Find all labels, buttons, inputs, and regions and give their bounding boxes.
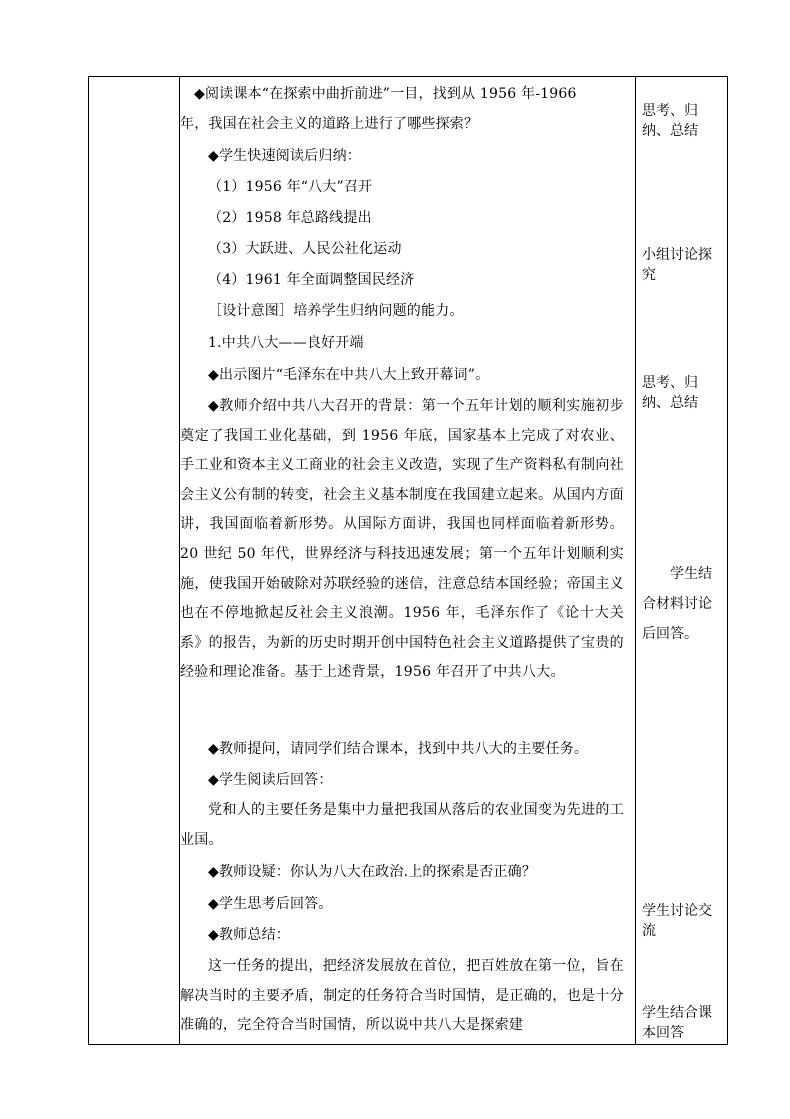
teaching-process-column [180,77,635,1044]
list-item: （1）1956 年“八大”召开 [208,179,373,195]
background-paragraph: ◆教师介绍中共八大召开的背景：第一个五年计划的顺利实施初步奠定了我国工业化基础，到 1956 年底，国家基本上完成了对农业、手工业和资本主义工商业的社会主义改造，实现了生产资料私有制向社会主义公有制的转变，社会主义基本制度在我国建立起来。从国内方面讲，我国面临着新形势。从国际方面讲，我国也同样面临着新形势。20 世纪 50 年代，世界经济与科技迅速发展；第一个五年计划顺利实施，使我国开始破除对苏联经验的迷信，注意总结本国经验；帝国主义也在不停地掀起反社会主义浪潮。1956 年，毛泽东作了《论十大关系》的报告，为新的历史时期开创中国特色社会主义道路提供了宝贵的经验和理论准备。基于上述背景，1956 年召开了中共八大。 [180,398,624,681]
text-line: ◆教师设疑：你认为八大在政治.上的探索是否正确？ [208,864,537,880]
lesson-table [88,76,728,1045]
activity-note: 学生结合课本回答 [642,1005,712,1041]
task-paragraph: 党和人的主要任务是集中力量把我国从落后的农业国变为先进的工业国。 [180,802,624,848]
section-heading: 1.中共八大——良好开端 [208,335,364,351]
activity-note: 学生讨论交流 [642,903,712,939]
text-line: ◆学生阅读后回答： [208,772,333,788]
text-line: 年，我国在社会主义的道路上进行了哪些探索？ [180,116,479,132]
text-line: ◆学生思考后回答。 [208,896,333,912]
text-line: ◆教师提问，请同学们结合课本，找到中共八大的主要任务。 [208,741,589,757]
text-line: ◆出示图片“毛泽东在中共八大上致开幕词”。 [208,367,490,383]
summary-paragraph: 这一任务的提出，把经济发展放在首位，把百姓放在第一位，旨在解决当时的主要矛盾，制定的任务符合当时国情，是正确的，也是十分准确的，完全符合当时国情，所以说中共八大是探索建 [180,958,624,1034]
text-line: ◆阅读课本“在探索中曲折前进”一目，找到从 1956 年-1966 [194,86,577,102]
text-line: ◆教师总结： [208,927,290,943]
list-item: （4）1961 年全面调整国民经济 [208,272,415,288]
activity-note: 学生结合材料讨论后回答。 [642,566,712,642]
activity-note: 思考、归纳、总结 [642,375,698,411]
list-item: （2）1958 年总路线提出 [208,210,372,226]
activity-note: 思考、归纳、总结 [642,103,698,139]
student-activity-column [636,77,728,1044]
design-intent: ［设计意图］培养学生归纳问题的能力。 [208,303,464,319]
list-item: （3）大跃进、人民公社化运动 [208,241,402,257]
text-line: ◆学生快速阅读后归纳： [208,148,361,164]
activity-note: 小组讨论探究 [642,247,712,283]
